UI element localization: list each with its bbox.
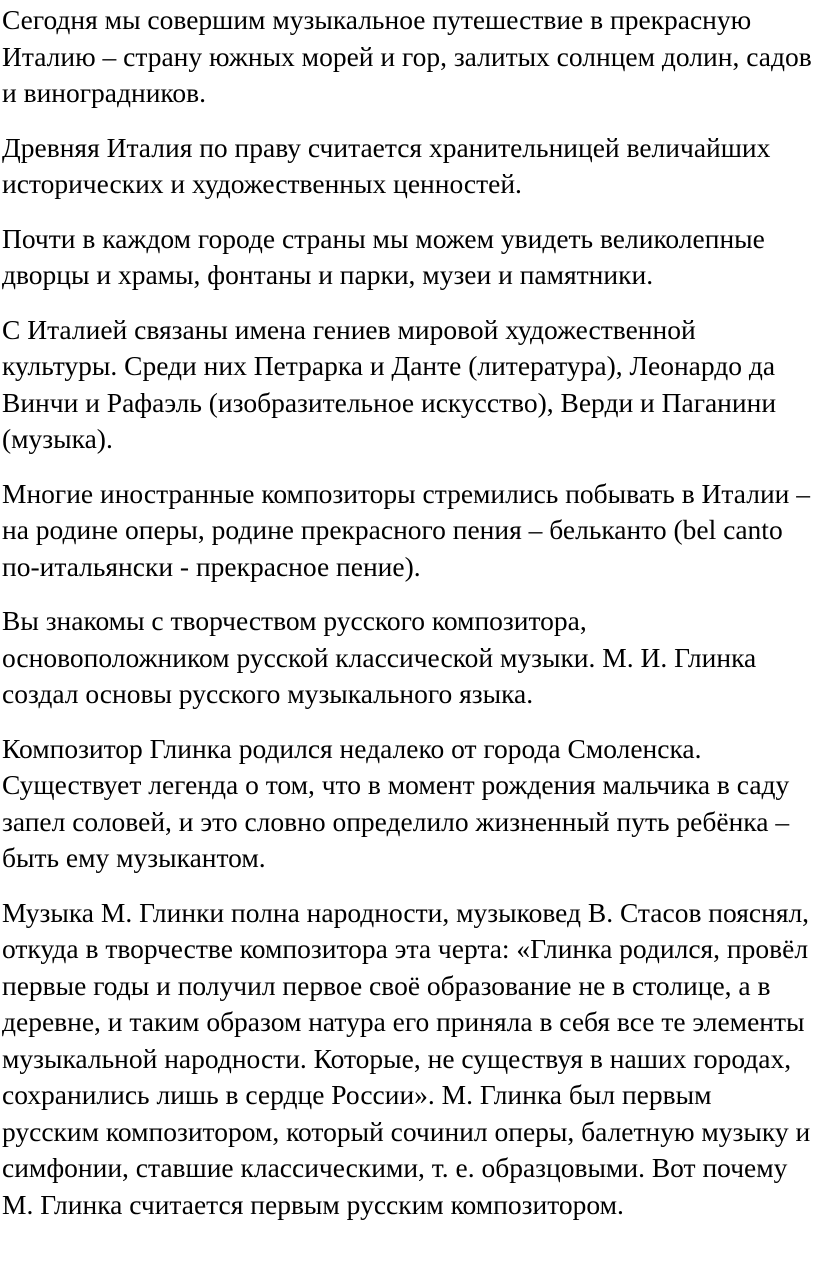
paragraph-geniuses: С Италией связаны имена гениев мировой художественной культуры. Среди них Петрарка и Данте (литература), Леонардо да Винчи и Рафаэль (изобразительное искусство), Верди и Паганини (музыка). bbox=[2, 313, 777, 454]
paragraph-glinka-music: Музыка М. Глинки полна народности, музыковед В. Стасов пояснял, откуда в творчестве композитора эта черта: «Глинка родился, провёл первые годы и получил первое своё образование не в столице, а в деревне, и таким образом натура его приняла в себя все те элементы музыкальной народности. Которые, не существуя в наших городах, сохранились лишь в сердце России». М. Глинка был первым русским композитором, который сочинил оперы, балетную музыку и симфонии, ставшие классическими, т. е. образцовыми. Вот почему М. Глинка считается первым русским композитором. bbox=[2, 896, 811, 1220]
paragraph-intro-italy: Сегодня мы совершим музыкальное путешествие в прекрасную Италию – страну южных морей и гор, залитых солнцем долин, садов и виноградников. bbox=[2, 4, 812, 108]
paragraph-glinka-birth: Композитор Глинка родился недалеко от города Смоленска. Существует легенда о том, что в момент рождения мальчика в саду запел соловей, и это словно определило жизненный путь ребёнка – быть ему музыкантом. bbox=[2, 732, 790, 873]
paragraph-belcanto: Многие иностранные композиторы стремились побывать в Италии – на родине оперы, родине прекрасного пения – бельканто (bel canto по-итальянски - прекрасное пение). bbox=[2, 477, 811, 582]
paragraph-glinka-intro: Вы знакомы с творчеством русского композитора, основоположником русской классической музыки. М. И. Глинка создал основы русского музыкального языка. bbox=[2, 605, 757, 709]
paragraph-ancient-italy: Древняя Италия по праву считается хранительницей величайших исторических и художественных ценностей. bbox=[2, 131, 771, 199]
paragraph-cities: Почти в каждом городе страны мы можем увидеть великолепные дворцы и храмы, фонтаны и парки, музеи и памятники. bbox=[2, 222, 765, 290]
